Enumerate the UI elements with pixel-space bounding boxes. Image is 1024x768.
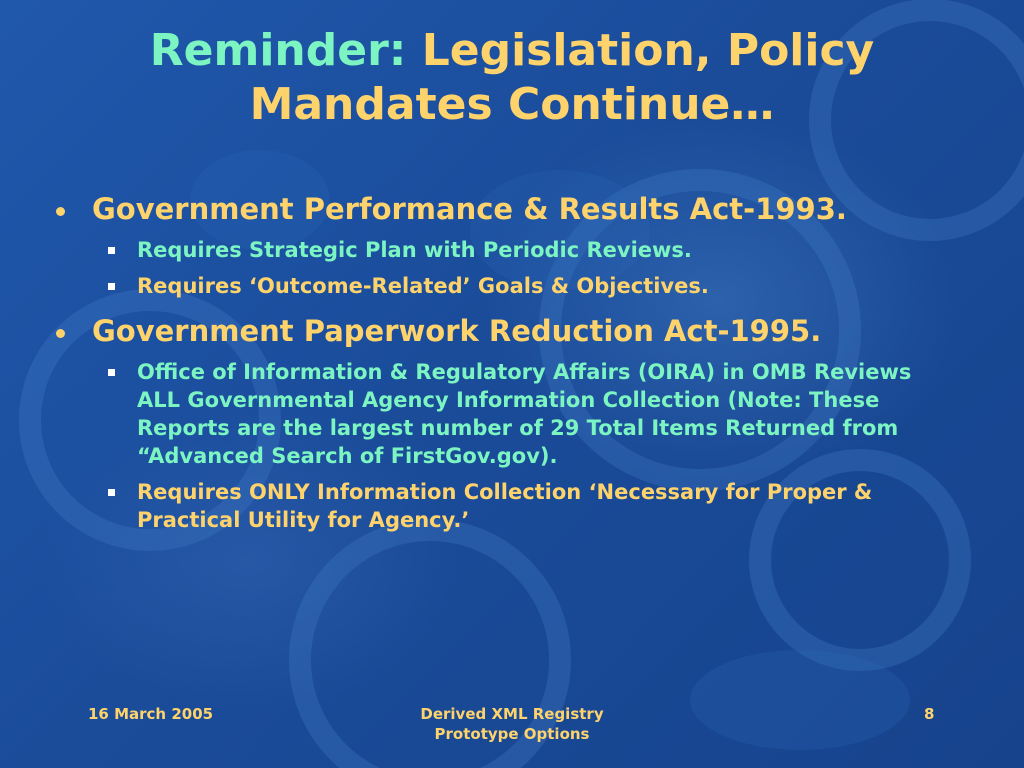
sub-bullet-text: Requires Strategic Plan with Periodic Reviews. <box>137 238 692 262</box>
footer-date: 16 March 2005 <box>88 705 214 723</box>
slide-title <box>40 24 984 132</box>
bullet-item <box>48 314 948 348</box>
bullet-text: Government Paperwork Reduction Act-1995. <box>92 314 822 348</box>
bullet-text: Government Performance & Results Act-1993. <box>92 192 847 226</box>
footer-presentation-title <box>362 704 662 744</box>
title-line2: Mandates Continue… <box>249 79 775 130</box>
sub-bullet-item <box>48 478 948 534</box>
square-bullet-icon <box>108 247 115 254</box>
slide-content <box>48 192 948 548</box>
page-number: 8 <box>924 705 935 723</box>
sub-bullet-list <box>48 236 948 300</box>
square-bullet-icon <box>108 489 115 496</box>
footer-title-line2: Prototype Options <box>434 725 590 743</box>
bullet-item <box>48 192 948 226</box>
bullet-dot-icon <box>56 207 65 216</box>
sub-bullet-text: Office of Information & Regulatory Affairs (OIRA) in OMB Reviews ALL Governmental Agency Information Collection (Note: These Reports are the largest number of 29 Total Items Returned from “Advanced Search of FirstGov.gov). <box>137 360 912 468</box>
title-prefix: Reminder: <box>149 25 407 76</box>
square-bullet-icon <box>108 283 115 290</box>
sub-bullet-text: Requires ‘Outcome-Related’ Goals & Objectives. <box>137 274 709 298</box>
footer-title-line1: Derived XML Registry <box>420 705 604 723</box>
square-bullet-icon <box>108 369 115 376</box>
sub-bullet-item <box>48 358 948 470</box>
sub-bullet-list <box>48 358 948 534</box>
sub-bullet-text: Requires ONLY Information Collection ‘Necessary for Proper & Practical Utility for Agency.’ <box>137 480 873 532</box>
sub-bullet-item <box>48 272 948 300</box>
title-main: Legislation, Policy <box>421 25 875 76</box>
sub-bullet-item <box>48 236 948 264</box>
bullet-dot-icon <box>56 329 65 338</box>
